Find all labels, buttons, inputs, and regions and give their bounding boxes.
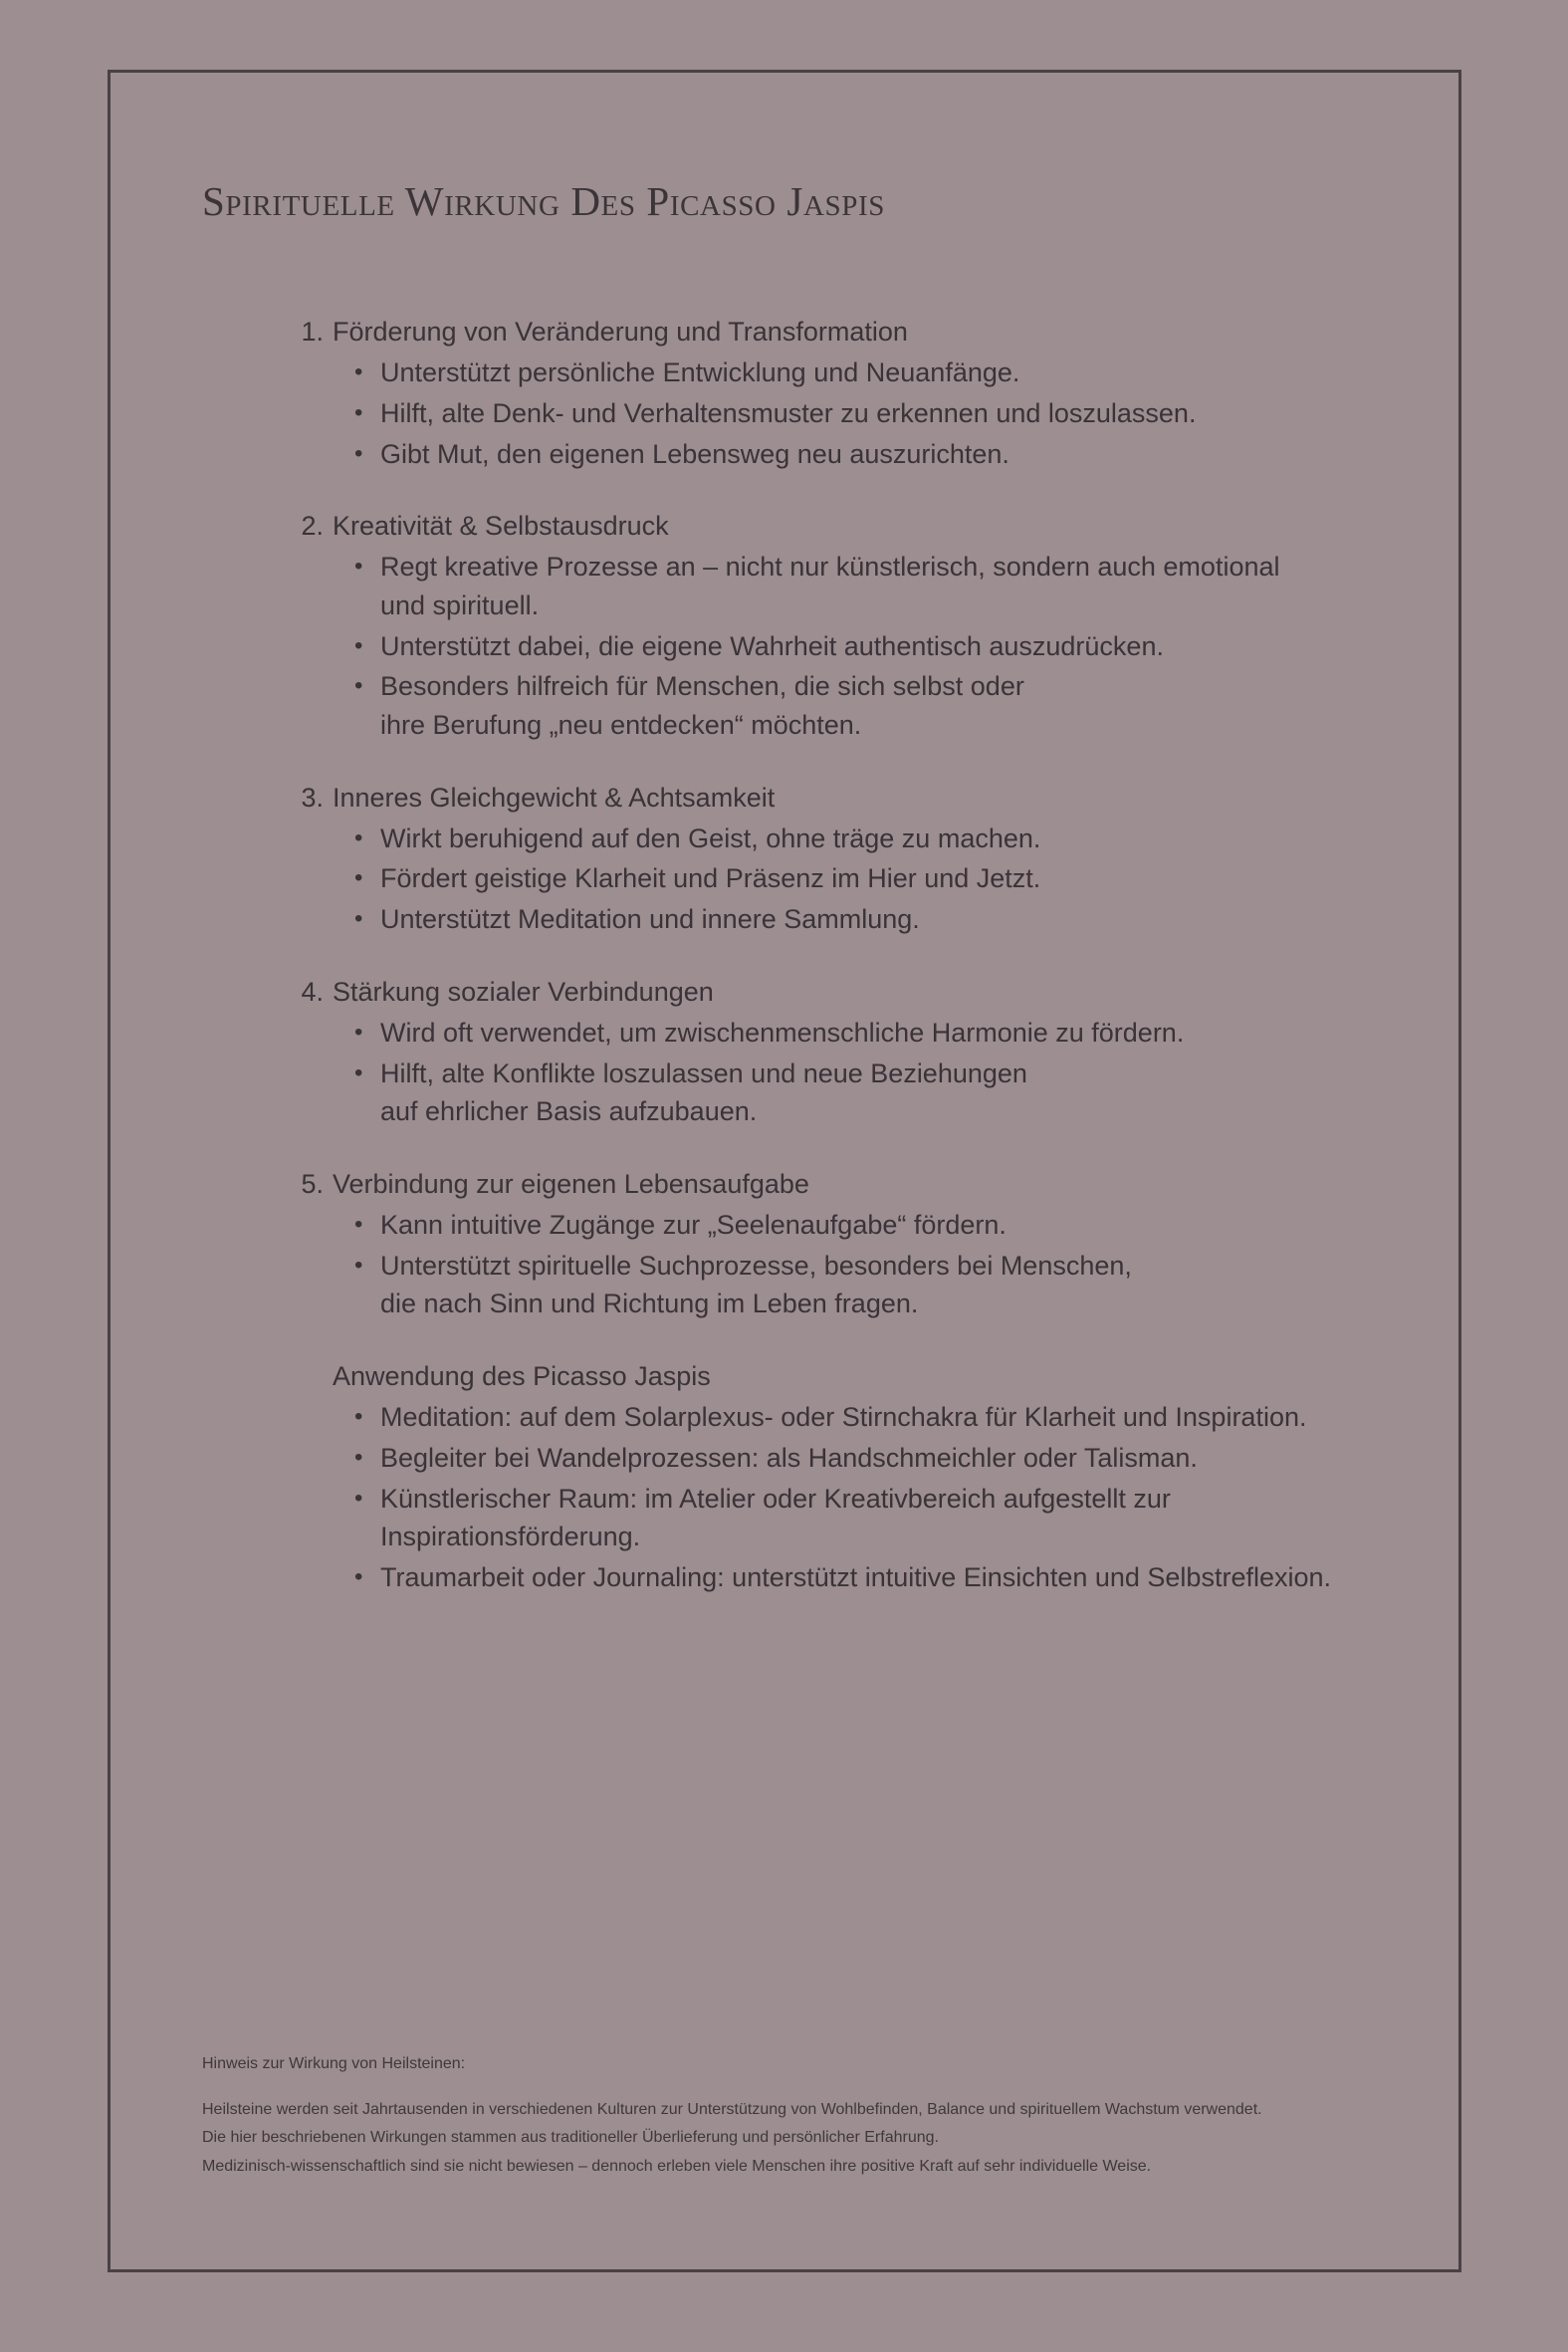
- section-4: [290, 973, 1367, 1131]
- bullet-line: • Kann intuitive Zugänge zur „Seelenaufgabe“ fördern.: [380, 1210, 1007, 1241]
- list-item: [333, 667, 1367, 744]
- page-title: Spirituelle Wirkung Des Picasso Jaspis: [202, 178, 885, 224]
- disclaimer-title: Hinweis zur Wirkung von Heilsteinen:: [202, 2055, 466, 2073]
- section-bullet-list: [290, 820, 1367, 939]
- section-application: [290, 1357, 1367, 1596]
- list-item: [333, 1480, 1367, 1556]
- section-3: [290, 779, 1367, 939]
- bullet-line: • Fördert geistige Klarheit und Präsenz im Hier und Jetzt.: [380, 863, 1041, 894]
- section-1: [290, 313, 1367, 473]
- bullet-line: • Regt kreative Prozesse an – nicht nur künstlerisch, sondern auch emotional: [380, 552, 1280, 583]
- list-item: [333, 1014, 1367, 1053]
- bullet-line: • Gibt Mut, den eigenen Lebensweg neu auszurichten.: [380, 438, 1009, 469]
- section-heading: [290, 507, 1367, 545]
- list-item: [333, 1206, 1367, 1245]
- list-item: [333, 394, 1367, 433]
- bullet-line: • Meditation: auf dem Solarplexus- oder Stirnchakra für Klarheit und Inspiration.: [380, 1402, 1307, 1433]
- section-number: 2.: [301, 511, 324, 542]
- section-title: Kreativität & Selbstausdruck: [333, 511, 669, 542]
- section-number: 1.: [301, 317, 324, 347]
- section-bullet-list: [290, 548, 1367, 744]
- section-bullet-list: [290, 1206, 1367, 1323]
- section-2: [290, 507, 1367, 744]
- section-number: 5.: [301, 1168, 324, 1199]
- list-item: [333, 1439, 1367, 1478]
- bullet-line-cont: und spirituell.: [380, 590, 540, 621]
- bullet-line-cont: ihre Berufung „neu entdecken“ möchten.: [380, 709, 862, 740]
- section-title: Förderung von Veränderung und Transformation: [333, 317, 908, 347]
- section-title: Verbindung zur eigenen Lebensaufgabe: [333, 1168, 809, 1199]
- bullet-line-cont: auf ehrlicher Basis aufzubauen.: [380, 1096, 758, 1127]
- section-heading: [290, 973, 1367, 1011]
- section-heading: [290, 1165, 1367, 1203]
- disclaimer-line: Die hier beschriebenen Wirkungen stammen aus traditioneller Überlieferung und persönlicher Erfahrung.: [202, 2129, 939, 2147]
- document-content: [202, 313, 1367, 1596]
- section-number: 4.: [301, 976, 324, 1007]
- section-number: 3.: [301, 782, 324, 813]
- list-item: [333, 548, 1367, 624]
- bullet-line: • Traumarbeit oder Journaling: unterstützt intuitive Einsichten und Selbstreflexion.: [380, 1561, 1332, 1592]
- list-item: [333, 859, 1367, 898]
- disclaimer-line: Medizinisch-wissenschaftlich sind sie nicht bewiesen – dennoch erleben viele Menschen ihre positive Kraft auf sehr individuelle Weise.: [202, 2158, 1152, 2176]
- list-item: [333, 627, 1367, 666]
- bullet-line: • Begleiter bei Wandelprozessen: als Handschmeichler oder Talisman.: [380, 1442, 1198, 1473]
- section-bullet-list: [290, 353, 1367, 473]
- section-5: [290, 1165, 1367, 1323]
- bullet-line: • Wird oft verwendet, um zwischenmenschliche Harmonie zu fördern.: [380, 1018, 1185, 1049]
- section-bullet-list: [290, 1014, 1367, 1131]
- list-item: [333, 353, 1367, 392]
- list-item: [333, 435, 1367, 474]
- bullet-line: • Hilft, alte Denk- und Verhaltensmuster zu erkennen und loszulassen.: [380, 397, 1197, 428]
- application-bullet-list: [290, 1398, 1367, 1596]
- bullet-line: • Künstlerischer Raum: im Atelier oder Kreativbereich aufgestellt zur: [380, 1483, 1171, 1514]
- bullet-line-cont: Inspirationsförderung.: [380, 1522, 641, 1552]
- disclaimer-body: [202, 2098, 1327, 2180]
- section-title: Stärkung sozialer Verbindungen: [333, 976, 714, 1007]
- disclaimer-line: Heilsteine werden seit Jahrtausenden in verschiedenen Kulturen zur Unterstützung von Wohlbefinden, Balance und spirituellem Wachstum verwendet.: [202, 2100, 1262, 2118]
- document-page: [108, 70, 1461, 2272]
- list-item: [333, 1558, 1367, 1597]
- application-heading: Anwendung des Picasso Jaspis: [333, 1361, 711, 1391]
- bullet-line: • Unterstützt persönliche Entwicklung und Neuanfänge.: [380, 357, 1020, 388]
- bullet-line: • Unterstützt spirituelle Suchprozesse, besonders bei Menschen,: [380, 1250, 1132, 1281]
- bullet-line: • Unterstützt Meditation und innere Sammlung.: [380, 904, 920, 935]
- section-heading: [290, 313, 1367, 351]
- section-title: Inneres Gleichgewicht & Achtsamkeit: [333, 782, 776, 813]
- bullet-line-cont: die nach Sinn und Richtung im Leben fragen.: [380, 1289, 919, 1319]
- list-item: [333, 1055, 1367, 1131]
- list-item: [333, 1247, 1367, 1323]
- list-item: [333, 820, 1367, 858]
- bullet-line: • Hilft, alte Konflikte loszulassen und neue Beziehungen: [380, 1058, 1027, 1088]
- bullet-line: • Unterstützt dabei, die eigene Wahrheit authentisch auszudrücken.: [380, 630, 1164, 661]
- section-heading: [290, 779, 1367, 817]
- bullet-line: • Wirkt beruhigend auf den Geist, ohne träge zu machen.: [380, 823, 1041, 853]
- bullet-line: • Besonders hilfreich für Menschen, die sich selbst oder: [380, 671, 1024, 702]
- list-item: [333, 900, 1367, 939]
- page-inner: [111, 73, 1458, 1596]
- disclaimer-block: [202, 2053, 1327, 2184]
- list-item: [333, 1398, 1367, 1437]
